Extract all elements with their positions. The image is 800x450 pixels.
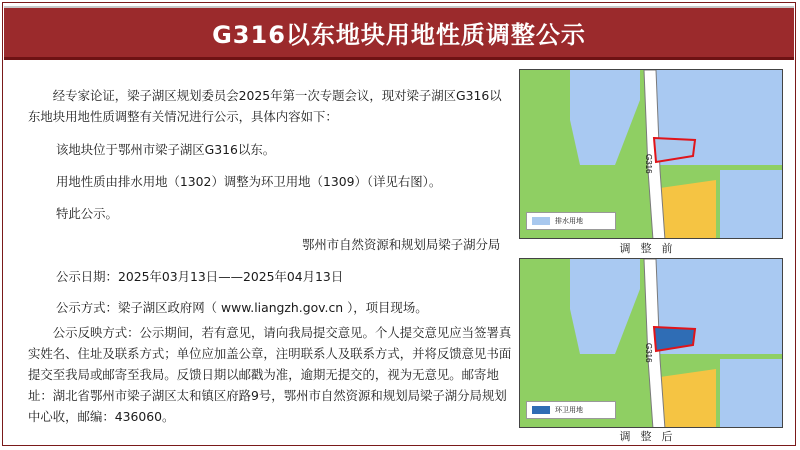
intro-paragraph [28, 85, 512, 127]
legend-swatch-before [532, 217, 550, 225]
road-label: G316 [644, 154, 653, 174]
legend-swatch-after [532, 406, 550, 414]
commercial-block [660, 180, 716, 239]
title-banner [4, 6, 794, 60]
map-after [519, 258, 783, 428]
map-before [519, 69, 783, 239]
residential-block-lower [720, 170, 783, 239]
caption-after: 调整后 [619, 430, 683, 443]
legend-label-before: 排水用地 [555, 217, 583, 225]
issuer-text: 鄂州市自然资源和规划局梁子湖分局 [302, 237, 501, 252]
location-text: 该地块位于鄂州市梁子湖区G316以东。 [56, 142, 276, 157]
page-title: G316以东地块用地性质调整公示 [212, 21, 586, 49]
residential-block-lower [720, 359, 783, 428]
method-line: 公示方式：梁子湖区政府网（ www.liangzh.gov.cn ），项目现场。 [56, 300, 428, 315]
feedback-paragraph [20, 322, 512, 427]
date-line: 公示日期：2025年03月13日——2025年04月13日 [56, 269, 344, 284]
legend-after [526, 401, 616, 419]
feedback-text: 公示反映方式：公示期间，若有意见，请向我局提交意见。个人提交意见应当签署真实姓名、住址及联系方式；单位应加盖公章，注明联系人及联系方式，并将反馈意见书面提交至我局或邮寄至我局。反馈日期以邮戳为准，逾期无提交的，视为无意见。邮寄地址：湖北省鄂州市梁子湖区太和镇区府路9号，鄂州市自然资源和规划局梁子湖分局规划中心收，邮编：436060。 [28, 325, 512, 424]
road-label: G316 [644, 343, 653, 363]
legend-before [526, 212, 616, 230]
commercial-block [660, 369, 716, 428]
caption-before: 调整前 [619, 242, 683, 255]
legend-label-after: 环卫用地 [555, 406, 583, 414]
notice-text: 特此公示。 [56, 206, 118, 221]
change-text: 用地性质由排水用地（1302）调整为环卫用地（1309）（详见右图）。 [56, 174, 442, 189]
intro-text: 经专家论证，梁子湖区规划委员会2025年第一次专题会议，现对梁子湖区G316以东地块用地性质调整有关情况进行公示，具体内容如下： [28, 88, 502, 124]
